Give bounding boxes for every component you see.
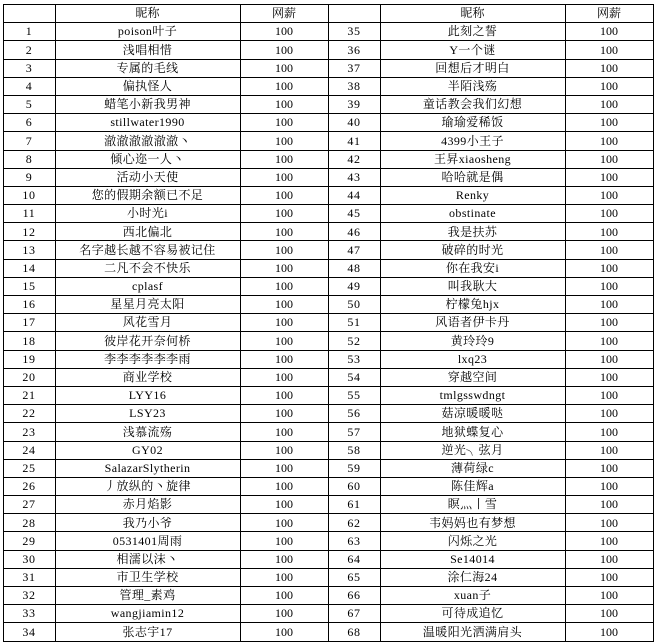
table-row: [3, 59, 653, 77]
table-row: [3, 496, 653, 514]
pay-right: 100: [565, 587, 653, 605]
row-index-right: 52: [328, 332, 380, 350]
row-index-left: 30: [3, 550, 55, 568]
header-index-left: [3, 5, 55, 23]
table-header: [3, 5, 653, 23]
pay-right: 100: [565, 514, 653, 532]
table-row: [3, 41, 653, 59]
nickname-right: 瑜瑜爱稀饭: [380, 114, 565, 132]
nickname-right: 回想后才明白: [380, 59, 565, 77]
row-index-left: 11: [3, 205, 55, 223]
row-index-left: 19: [3, 350, 55, 368]
pay-right: 100: [565, 441, 653, 459]
pay-right: 100: [565, 386, 653, 404]
row-index-left: 31: [3, 568, 55, 586]
table-row: [3, 350, 653, 368]
table-row: [3, 386, 653, 404]
pay-left: 100: [240, 386, 328, 404]
nickname-left: 名字越长越不容易被记住: [55, 241, 240, 259]
pay-left: 100: [240, 332, 328, 350]
nickname-left: wangjiamin12: [55, 605, 240, 623]
row-index-right: 51: [328, 314, 380, 332]
table-row: [3, 296, 653, 314]
pay-left: 100: [240, 132, 328, 150]
pay-right: 100: [565, 150, 653, 168]
nickname-left: 风花雪月: [55, 314, 240, 332]
table-row: [3, 477, 653, 495]
table-row: [3, 223, 653, 241]
table-row: [3, 441, 653, 459]
nickname-left: 市卫生学校: [55, 568, 240, 586]
pay-left: 100: [240, 550, 328, 568]
table-row: [3, 314, 653, 332]
row-index-left: 2: [3, 41, 55, 59]
table-row: [3, 168, 653, 186]
pay-left: 100: [240, 277, 328, 295]
row-index-right: 60: [328, 477, 380, 495]
row-index-left: 7: [3, 132, 55, 150]
nickname-right: 韦妈妈也有梦想: [380, 514, 565, 532]
row-index-left: 32: [3, 587, 55, 605]
nickname-left: GY02: [55, 441, 240, 459]
nickname-left: 澈澈澈澈澈澈丶: [55, 132, 240, 150]
nickname-right: 菇凉暖暖哒: [380, 405, 565, 423]
nickname-left: 彼岸花开奈何桥: [55, 332, 240, 350]
row-index-left: 22: [3, 405, 55, 423]
pay-right: 100: [565, 405, 653, 423]
row-index-right: 49: [328, 277, 380, 295]
pay-right: 100: [565, 550, 653, 568]
pay-left: 100: [240, 259, 328, 277]
nickname-right: 我是扶苏: [380, 223, 565, 241]
nickname-right: lxq23: [380, 350, 565, 368]
pay-left: 100: [240, 441, 328, 459]
row-index-left: 21: [3, 386, 55, 404]
row-index-left: 12: [3, 223, 55, 241]
pay-left: 100: [240, 532, 328, 550]
table-row: [3, 550, 653, 568]
row-index-right: 40: [328, 114, 380, 132]
nickname-left: 星星月亮太阳: [55, 296, 240, 314]
pay-right: 100: [565, 296, 653, 314]
nickname-left: 专属的毛线: [55, 59, 240, 77]
pay-left: 100: [240, 186, 328, 204]
pay-left: 100: [240, 605, 328, 623]
row-index-right: 54: [328, 368, 380, 386]
row-index-left: 16: [3, 296, 55, 314]
nickname-right: 逆光╮弦月: [380, 441, 565, 459]
nickname-right: Se14014: [380, 550, 565, 568]
row-index-right: 48: [328, 259, 380, 277]
row-index-left: 15: [3, 277, 55, 295]
pay-left: 100: [240, 205, 328, 223]
table-row: [3, 259, 653, 277]
pay-left: 100: [240, 23, 328, 41]
row-index-right: 35: [328, 23, 380, 41]
pay-right: 100: [565, 59, 653, 77]
header-index-right: [328, 5, 380, 23]
pay-right: 100: [565, 23, 653, 41]
row-index-right: 62: [328, 514, 380, 532]
row-index-right: 44: [328, 186, 380, 204]
table-row: [3, 459, 653, 477]
row-index-right: 63: [328, 532, 380, 550]
nickname-right: obstinate: [380, 205, 565, 223]
row-index-left: 20: [3, 368, 55, 386]
pay-right: 100: [565, 459, 653, 477]
pay-left: 100: [240, 496, 328, 514]
nickname-pay-table: [3, 4, 654, 642]
row-index-right: 36: [328, 41, 380, 59]
pay-left: 100: [240, 168, 328, 186]
pay-left: 100: [240, 368, 328, 386]
nickname-right: 可待成追忆: [380, 605, 565, 623]
nickname-left: 西北偏北: [55, 223, 240, 241]
pay-right: 100: [565, 41, 653, 59]
pay-right: 100: [565, 605, 653, 623]
nickname-right: 瞑灬丨雪: [380, 496, 565, 514]
header-row: [3, 5, 653, 23]
nickname-right: Y一个谜: [380, 41, 565, 59]
nickname-right: 陈佳辉a: [380, 477, 565, 495]
nickname-left: 蜡笔小新我男神: [55, 95, 240, 113]
row-index-right: 65: [328, 568, 380, 586]
row-index-right: 57: [328, 423, 380, 441]
nickname-left: 浅唱相惜: [55, 41, 240, 59]
nickname-right: 薄荷绿c: [380, 459, 565, 477]
row-index-right: 68: [328, 623, 380, 641]
pay-left: 100: [240, 314, 328, 332]
pay-right: 100: [565, 114, 653, 132]
pay-right: 100: [565, 186, 653, 204]
pay-left: 100: [240, 150, 328, 168]
table-row: [3, 186, 653, 204]
pay-right: 100: [565, 95, 653, 113]
pay-right: 100: [565, 205, 653, 223]
table-row: [3, 405, 653, 423]
row-index-right: 38: [328, 77, 380, 95]
row-index-right: 43: [328, 168, 380, 186]
row-index-left: 4: [3, 77, 55, 95]
pay-left: 100: [240, 95, 328, 113]
row-index-right: 53: [328, 350, 380, 368]
pay-right: 100: [565, 168, 653, 186]
row-index-left: 25: [3, 459, 55, 477]
pay-right: 100: [565, 314, 653, 332]
nickname-right: 你在我安i: [380, 259, 565, 277]
nickname-left: 张志宇17: [55, 623, 240, 641]
pay-right: 100: [565, 241, 653, 259]
pay-left: 100: [240, 459, 328, 477]
nickname-right: 王昇xiaosheng: [380, 150, 565, 168]
nickname-left: 活动小天使: [55, 168, 240, 186]
pay-left: 100: [240, 514, 328, 532]
nickname-left: 浅慕流殇: [55, 423, 240, 441]
nickname-left: LSY23: [55, 405, 240, 423]
pay-right: 100: [565, 532, 653, 550]
row-index-left: 6: [3, 114, 55, 132]
pay-right: 100: [565, 77, 653, 95]
row-index-left: 9: [3, 168, 55, 186]
row-index-left: 10: [3, 186, 55, 204]
table-row: [3, 95, 653, 113]
nickname-right: 风语者伊卡丹: [380, 314, 565, 332]
row-index-left: 17: [3, 314, 55, 332]
nickname-left: 倾心迩一人丶: [55, 150, 240, 168]
pay-right: 100: [565, 132, 653, 150]
pay-right: 100: [565, 568, 653, 586]
table-row: [3, 514, 653, 532]
row-index-left: 5: [3, 95, 55, 113]
nickname-left: 相濡以沫丶: [55, 550, 240, 568]
row-index-right: 37: [328, 59, 380, 77]
table-row: [3, 77, 653, 95]
table-row: [3, 205, 653, 223]
pay-right: 100: [565, 496, 653, 514]
nickname-right: 童话教会我们幻想: [380, 95, 565, 113]
pay-left: 100: [240, 405, 328, 423]
pay-left: 100: [240, 477, 328, 495]
pay-left: 100: [240, 568, 328, 586]
nickname-left: 偏执怪人: [55, 77, 240, 95]
pay-right: 100: [565, 368, 653, 386]
pay-left: 100: [240, 41, 328, 59]
nickname-right: 温暖阳光洒满肩头: [380, 623, 565, 641]
nickname-right: 叫我耿大: [380, 277, 565, 295]
nickname-left: 商业学校: [55, 368, 240, 386]
pay-left: 100: [240, 423, 328, 441]
header-nickname-left: 昵称: [55, 5, 240, 23]
pay-left: 100: [240, 241, 328, 259]
row-index-right: 46: [328, 223, 380, 241]
pay-right: 100: [565, 477, 653, 495]
pay-right: 100: [565, 277, 653, 295]
table-row: [3, 568, 653, 586]
table-row: [3, 241, 653, 259]
pay-right: 100: [565, 259, 653, 277]
row-index-left: 13: [3, 241, 55, 259]
nickname-right: 闪烁之光: [380, 532, 565, 550]
nickname-left: 0531401周雨: [55, 532, 240, 550]
table-row: [3, 532, 653, 550]
row-index-right: 58: [328, 441, 380, 459]
pay-left: 100: [240, 350, 328, 368]
nickname-right: 4399小王子: [380, 132, 565, 150]
pay-right: 100: [565, 423, 653, 441]
row-index-right: 39: [328, 95, 380, 113]
nickname-left: 二凡不会不快乐: [55, 259, 240, 277]
row-index-left: 29: [3, 532, 55, 550]
row-index-left: 27: [3, 496, 55, 514]
nickname-left: 您的假期余额已不足: [55, 186, 240, 204]
nickname-left: 管理_素鸡: [55, 587, 240, 605]
nickname-left: stillwater1990: [55, 114, 240, 132]
row-index-left: 3: [3, 59, 55, 77]
row-index-left: 34: [3, 623, 55, 641]
nickname-left: 丿放纵的丶旋律: [55, 477, 240, 495]
row-index-left: 23: [3, 423, 55, 441]
pay-right: 100: [565, 223, 653, 241]
nickname-right: 半陌浅殇: [380, 77, 565, 95]
nickname-left: 李李李李李李雨: [55, 350, 240, 368]
row-index-right: 59: [328, 459, 380, 477]
row-index-right: 56: [328, 405, 380, 423]
pay-left: 100: [240, 59, 328, 77]
row-index-right: 50: [328, 296, 380, 314]
nickname-right: 黄玲玲9: [380, 332, 565, 350]
row-index-right: 61: [328, 496, 380, 514]
nickname-right: Renky: [380, 186, 565, 204]
table-row: [3, 423, 653, 441]
table-row: [3, 587, 653, 605]
nickname-left: 我乃小爷: [55, 514, 240, 532]
table-row: [3, 114, 653, 132]
nickname-left: SalazarSlytherin: [55, 459, 240, 477]
pay-left: 100: [240, 587, 328, 605]
row-index-right: 64: [328, 550, 380, 568]
row-index-left: 14: [3, 259, 55, 277]
row-index-left: 1: [3, 23, 55, 41]
nickname-right: 涂仁海24: [380, 568, 565, 586]
nickname-right: 此刻之誓: [380, 23, 565, 41]
table-body: [3, 23, 653, 641]
pay-left: 100: [240, 223, 328, 241]
pay-left: 100: [240, 77, 328, 95]
table-row: [3, 23, 653, 41]
row-index-left: 28: [3, 514, 55, 532]
row-index-left: 33: [3, 605, 55, 623]
row-index-right: 42: [328, 150, 380, 168]
row-index-left: 18: [3, 332, 55, 350]
table-row: [3, 605, 653, 623]
header-nickname-right: 昵称: [380, 5, 565, 23]
pay-right: 100: [565, 350, 653, 368]
row-index-right: 41: [328, 132, 380, 150]
row-index-left: 24: [3, 441, 55, 459]
row-index-right: 45: [328, 205, 380, 223]
pay-right: 100: [565, 623, 653, 641]
nickname-left: 小时光i: [55, 205, 240, 223]
pay-left: 100: [240, 114, 328, 132]
table-row: [3, 332, 653, 350]
header-pay-left: 网薪: [240, 5, 328, 23]
row-index-right: 47: [328, 241, 380, 259]
nickname-left: 赤月焰影: [55, 496, 240, 514]
nickname-right: 柠檬兔hjx: [380, 296, 565, 314]
nickname-right: 穿越空间: [380, 368, 565, 386]
table-row: [3, 132, 653, 150]
table-row: [3, 277, 653, 295]
table-row: [3, 368, 653, 386]
nickname-right: 地狱蝶复心: [380, 423, 565, 441]
table-row: [3, 623, 653, 641]
row-index-right: 67: [328, 605, 380, 623]
nickname-right: tmlgsswdngt: [380, 386, 565, 404]
nickname-right: xuan子: [380, 587, 565, 605]
table-row: [3, 150, 653, 168]
nickname-left: LYY16: [55, 386, 240, 404]
nickname-left: cplasf: [55, 277, 240, 295]
nickname-left: poison叶子: [55, 23, 240, 41]
row-index-right: 55: [328, 386, 380, 404]
header-pay-right: 网薪: [565, 5, 653, 23]
pay-left: 100: [240, 296, 328, 314]
nickname-right: 哈哈就是偶: [380, 168, 565, 186]
pay-left: 100: [240, 623, 328, 641]
nickname-right: 破碎的时光: [380, 241, 565, 259]
pay-right: 100: [565, 332, 653, 350]
row-index-right: 66: [328, 587, 380, 605]
row-index-left: 26: [3, 477, 55, 495]
row-index-left: 8: [3, 150, 55, 168]
